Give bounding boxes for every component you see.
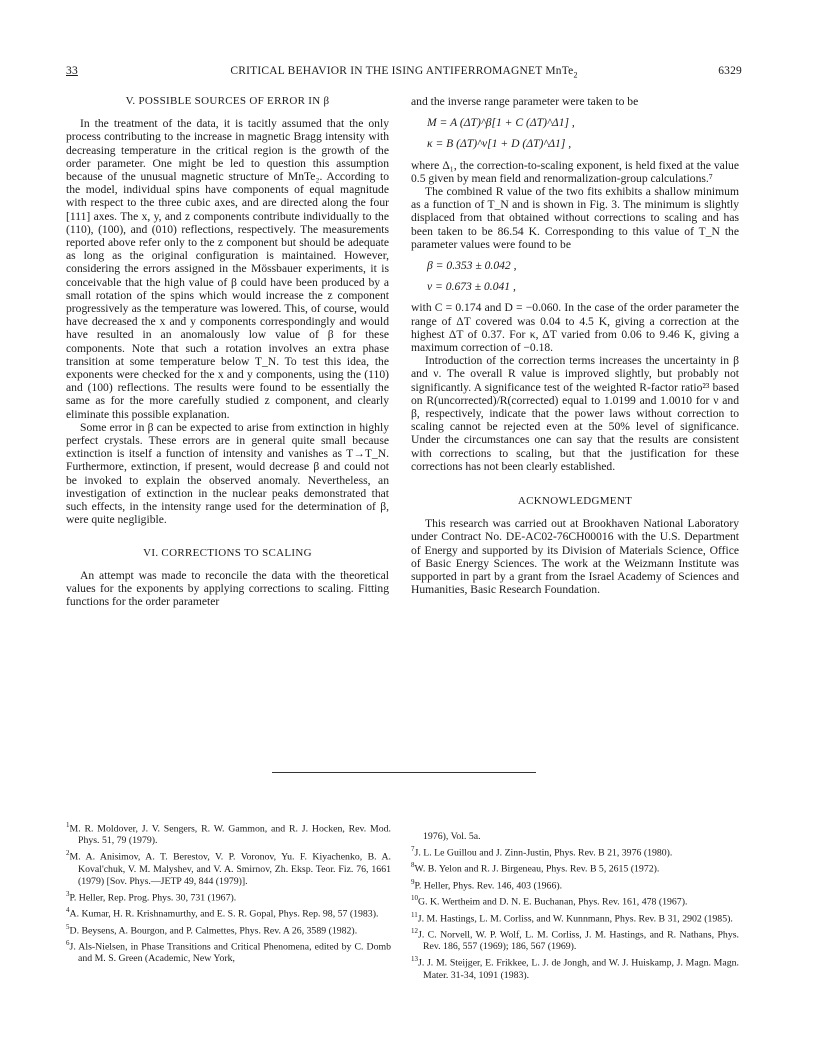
reference-number: 7 [411,845,415,854]
running-title-text: CRITICAL BEHAVIOR IN THE ISING ANTIFERROMAGNET MnTe [230,65,574,77]
reference-number: 6 [66,939,70,948]
right-column [411,95,739,597]
reference-item [411,925,739,953]
paragraph-with: with C = 0.174 and D = −0.060. In the case of the order parameter the range of ΔT covered was 0.04 to 4.5 K, giving a correction at the highest ΔT of 0.37. For κ, ΔT varied from 0.06 to 9.46 K, giving a maximum correction of −0.18. [411,301,739,355]
acknowledgment-heading: ACKNOWLEDGMENT [517,495,633,508]
intro-line: and the inverse range parameter were taken to be [411,95,639,108]
acknowledgment-text: This research was carried out at Brookhaven National Laboratory under Contract No. DE-AC02-76CH00016 with the U.S. Department of Energy and supported by its Division of Materials Science, Office of Basic Energy Sciences. The work at the Weizmann Institute was supported in part by a grant from the Israel Academy of Sciences and Humanities, Basic Research Foundation. [411,517,739,597]
equation-order-parameter: M = A (ΔT)^β[1 + C (ΔT)^Δ1] , [427,116,575,130]
reference-text: A. Kumar, H. R. Krishnamurthy, and E. S. R. Gopal, Phys. Rep. 98, 57 (1983). [69,908,379,920]
reference-text: G. K. Wertheim and D. N. E. Buchanan, Phys. Rev. 161, 478 (1967). [418,896,688,908]
volume-number: 33 [66,65,78,77]
reference-number: 13 [411,955,418,964]
reference-number: 11 [411,910,418,919]
reference-text: D. Beysens, A. Bourgon, and P. Calmettes, Phys. Rev. A 26, 3589 (1982). [69,924,358,936]
left-column [66,95,389,608]
reference-item [66,937,391,965]
reference-number: 12 [411,926,418,935]
reference-text: M. R. Moldover, J. V. Sengers, R. W. Gammon, and R. J. Hocken, Rev. Mod. Phys. 51, 79 (1979). [69,823,391,847]
section-5-paragraph-2: Some error in β can be expected to arise from extinction in highly perfect crystals. These errors are in general quite small because extinction is itself a function of intensity and vanishes as T→T_N. Furthermore, extinction, if present, would decrease β and could not be invoked to explain the observed anomaly. Nevertheless, an investigation of extinction in the nuclear peaks demonstrated that such effects, in the intensity range used for the determination of β, were quite negligible. [66,420,389,527]
references-left [66,819,391,966]
reference-item [411,843,739,859]
reference-number: 5 [66,922,70,931]
reference-item [66,904,391,920]
reference-number: 10 [411,894,418,903]
reference-number: 2 [66,849,70,858]
reference-item [66,847,391,888]
reference-item [66,888,391,904]
equation-nu: ν = 0.673 ± 0.041 , [427,280,516,294]
reference-number: 9 [411,877,415,886]
paragraph-introduction: Introduction of the correction terms increases the uncertainty in β and ν. The overall R value is improved slightly, but probably not significantly. A significance test of the weighted R-factor ratio²³ based on R(uncorrected)/R(corrected) equal to 1.0199 and 1.0010 for ν and β, respectively, indicate that the power laws without correction to scaling cannot be rejected even at the 50% level of significance. Under the circumstances one can say that the results are consistent with corrections to scaling, but that the justification for these corrections has not been clearly established. [411,354,739,473]
reference-item [411,859,739,875]
reference-text: J. J. M. Steijger, E. Frikkee, L. J. de Jongh, and W. J. Huiskamp, J. Magn. Magn. Mater. 31-34, 1091 (1983). [418,957,739,981]
reference-item [66,819,391,847]
reference-text: W. B. Yelon and R. J. Birgeneau, Phys. Rev. B 5, 2615 (1972). [414,863,660,875]
reference-item [411,953,739,981]
reference-item [411,876,739,892]
running-header [66,65,742,81]
section-5-paragraph-1: In the treatment of the data, it is tacitly assumed that the only process contributing to the increase in magnetic Bragg intensity with decreasing temperature in the critical region is the growth of the order parameter. One might be led to question this assumption because of the unusual magnetic structure of MnTe₂. According to the model, individual spins have components of equal magnitude with respect to the three cubic axes, and are directed along the four [111] axes. The x, y, and z components contribute individually to the (110), (100), and (010) reflections, respectively. The measurements reported above refer only to the z component but should be adequate as long as the original configuration is maintained. However, considering the errors assigned in the Mössbauer experiments, it is conceivable that the high value of β could have been produced by a small rotation of the spins which would increase the z component progressively as the temperature was lowered. This, of course, would have decreased the x and y components correspondingly and would have resulted in an anomalously low value of β for these components. Note that such a rotation involves an extra phase transition at some temperature below T_N. To test this idea, the exponents were checked for the x and y components, using the (110) and (100) reflections. The results were found to be essentially the same as for the more carefully studied z component, and clearly eliminate this possible explanation. [66,117,389,421]
references-right [411,831,739,982]
equation-inverse-range: κ = B (ΔT)^ν[1 + D (ΔT)^Δ1] , [427,137,572,151]
reference-text: J. M. Hastings, L. M. Corliss, and W. Kunnmann, Phys. Rev. B 31, 2902 (1985). [417,912,733,924]
reference-text: J. Als-Nielsen, in Phase Transitions and Critical Phenomena, edited by C. Domb and M. S. Green (Academic, New York, [69,941,391,965]
reference-item [411,892,739,908]
reference-text: 1976), Vol. 5a. [423,831,481,842]
reference-number: 1 [66,821,70,829]
footnote-divider [272,772,536,773]
reference-number: 8 [411,861,415,870]
section-5-heading: V. POSSIBLE SOURCES OF ERROR IN β [125,95,330,107]
page-number: 6329 [718,65,742,77]
reference-text: J. L. Le Guillou and J. Zinn-Justin, Phys. Rev. B 21, 3976 (1980). [414,847,673,859]
running-title [66,65,742,79]
reference-number: 3 [66,890,70,898]
reference-continuation [411,831,739,843]
running-title-subscript: 2 [573,70,578,80]
reference-text: P. Heller, Phys. Rev. 146, 403 (1966). [414,880,563,892]
reference-item [411,909,739,925]
reference-text: M. A. Anisimov, A. T. Berestov, V. P. Voronov, Yu. F. Kiyachenko, B. A. Koval'chuk, V. M. Malyshev, and V. A. Smirnov, Zh. Eksp. Teor. Fiz. 76, 1661 (1979) [Sov. Phys.—JETP 49, 844 (1979)]. [69,851,391,887]
section-6-paragraph: An attempt was made to reconcile the data with the theoretical values for the exponents by applying corrections to scaling. Fitting functions for the order parameter [66,568,389,609]
paragraph-combined-r: The combined R value of the two fits exhibits a shallow minimum as a function of T_N and is shown in Fig. 3. The minimum is slightly displaced from that obtained without corrections to scaling and has been taken to be 86.54 K. Corresponding to this value of T_N the parameter values were found to be [411,185,739,251]
paragraph-where: where Δ₁, the correction-to-scaling exponent, is held fixed at the value 0.5 given by mean field and renormalization-group calculations.⁷ [411,158,739,185]
section-6-heading: VI. CORRECTIONS TO SCALING [143,546,312,559]
equation-beta: β = 0.353 ± 0.042 , [427,259,517,273]
reference-text: P. Heller, Rep. Prog. Phys. 30, 731 (1967). [69,892,237,904]
reference-text: J. C. Norvell, W. P. Wolf, L. M. Corliss, J. M. Hastings, and R. Nathans, Phys. Rev. 186, 557 (1969); 186, 567 (1969). [418,929,739,953]
reference-number: 4 [66,906,70,915]
reference-item [66,921,391,937]
